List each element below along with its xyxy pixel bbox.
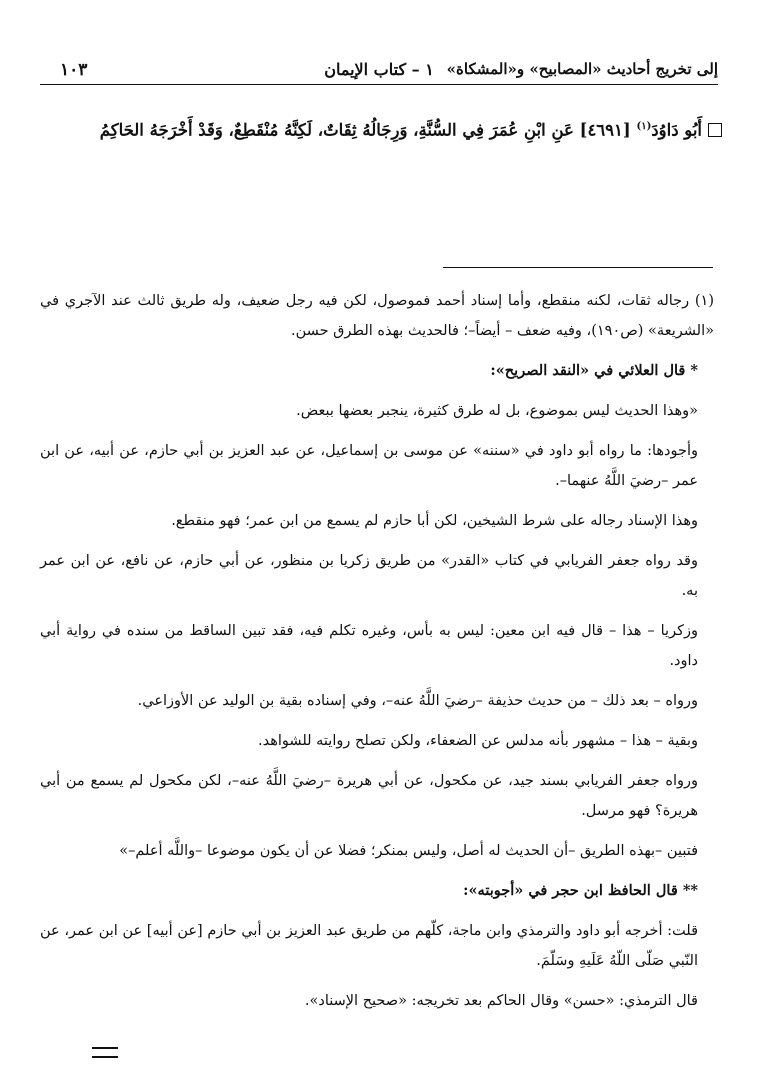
paragraph: وأجودها: ما رواه أبو داود في «سننه» عن موسى بن إسماعيل، عن عبد العزيز بن أبي حازم، عن أبيه، عن ابن عمر –رضيَ اللَّهُ عنهما–. <box>40 443 698 489</box>
running-header <box>40 58 718 85</box>
paragraph: قلت: أخرجه أبو داود والترمذي وابن ماجة، كلّهم من طريق عبد العزيز بن أبي حازم [عن أبيه] عن ابن عمر، عن النّبي صَلّى اللّهُ عَلَيهِ وسَلّمَ. <box>40 923 698 969</box>
page-end-mark <box>92 1047 118 1058</box>
paragraph: وقد رواه جعفر الفريابي في كتاب «القدر» من طريق زكريا بن منظور، عن أبي حازم، عن نافع، عن ابن عمر به. <box>40 553 698 599</box>
footnote-1: (١) رجاله ثقات، لكنه منقطع، وأما إسناد أحمد فموصول، لكن فيه رجل ضعيف، وله طريق ثالث عند الآجري في «الشريعة» (ص١٩٠)، وفيه ضعف – أيضاً–؛ فالحديث بهذه الطرق حسن. <box>40 293 714 339</box>
footnote-separator <box>443 267 713 268</box>
hadith-text: [٤٦٩١] عَنِ ابْنِ عُمَرَ فِي السُّنَّةِ، وَرِجَالُهُ ثِقَاتٌ، لَكِنَّهُ مُنْقَطِعٌ، وَقَدْ أَخْرَجَهُ الحَاكِمُ <box>99 120 637 140</box>
header-book-reference: إلى تخريج أحاديث «المصابيح» و«المشكاة» <box>446 60 718 78</box>
footnote-reference: (١) <box>636 121 652 132</box>
paragraph: وزكريا – هذا – قال فيه ابن معين: ليس به بأس، وغيره تكلم فيه، فقد تبين الساقط من سنده في رواية أبي داود. <box>40 623 698 669</box>
header-chapter-title: ١ – كتاب الإيمان <box>324 60 434 79</box>
paragraph: فتبين –بهذه الطريق –أن الحديث له أصل، وليس بمنكر؛ فضلا عن أن يكون موضوعا –واللَّه أعلم–» <box>119 843 698 859</box>
paragraph: قال الترمذي: «حسن» وقال الحاكم بعد تخريجه: «صحيح الإسناد». <box>304 993 698 1009</box>
paragraph: «وهذا الحديث ليس بموضوع، بل له طرق كثيرة، ينجبر بعضها ببعض. <box>296 403 698 419</box>
hadith-entry <box>36 112 722 146</box>
paragraph: ورواه جعفر الفريابي بسند جيد، عن مكحول، عن أبي هريرة –رضيَ اللَّهُ عنه–، لكن مكحول لم يسمع من أبي هريرة؟ فهو مرسل. <box>40 773 698 819</box>
hadith-source: أَبُو دَاوُدَ <box>651 120 702 140</box>
page-number: ١٠٣ <box>60 60 88 80</box>
paragraph: ورواه – بعد ذلك – من حديث حذيفة –رضيَ اللَّهُ عنه–، وفي إسناده بقية بن الوليد عن الأوزاعي. <box>137 693 698 709</box>
square-box-icon <box>708 123 722 137</box>
ibn-hajar-heading: ** قال الحافظ ابن حجر في «أجوبته»: <box>463 882 698 899</box>
paragraph: وهذا الإسناد رجاله على شرط الشيخين، لكن أبا حازم لم يسمع من ابن عمر؛ فهو منقطع. <box>171 513 698 529</box>
paragraph: وبقية – هذا – مشهور بأنه مدلس عن الضعفاء، ولكن تصلح روايته للشواهد. <box>258 733 698 749</box>
alaai-heading: * قال العلائي في «النقد الصريح»: <box>490 362 698 379</box>
footnotes-section <box>40 286 714 1026</box>
